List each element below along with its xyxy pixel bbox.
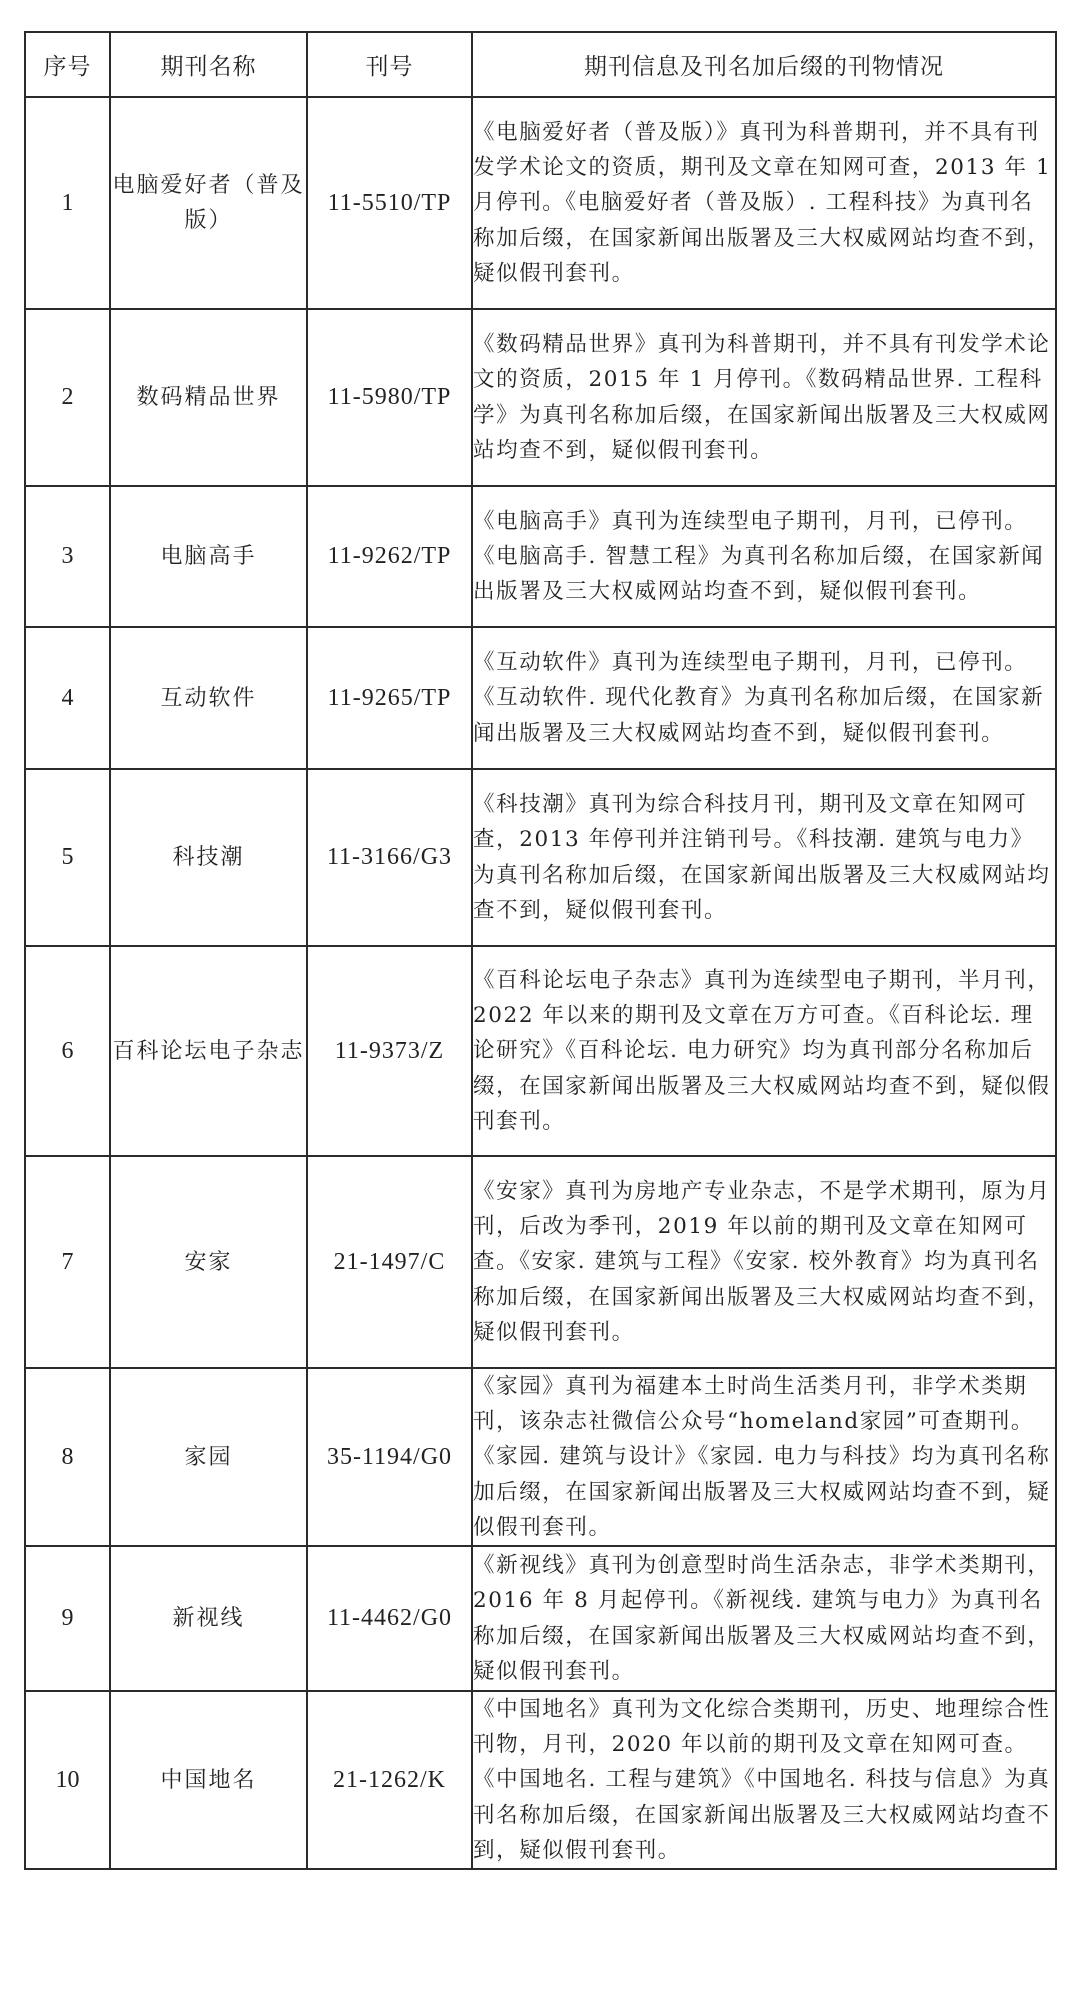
cell-code: 11-5510/TP <box>307 97 472 309</box>
journal-table <box>24 31 1057 1870</box>
cell-name: 中国地名 <box>110 1691 307 1869</box>
cell-description: 《科技潮》真刊为综合科技月刊，期刊及文章在知网可查，2013 年停刊并注销刊号。《科技潮. 建筑与电力》为真刊名称加后缀，在国家新闻出版署及三大权威网站均查不到，疑似假刊套刊。 <box>472 769 1056 946</box>
table-row <box>25 1368 1056 1546</box>
cell-description: 《家园》真刊为福建本土时尚生活类月刊，非学术类期刊，该杂志社微信公众号“homeland家园”可查期刊。《家园. 建筑与设计》《家园. 电力与科技》均为真刊名称加后缀，在国家新闻出版署及三大权威网站均查不到，疑似假刊套刊。 <box>472 1368 1056 1546</box>
header-code: 刊号 <box>307 32 472 97</box>
cell-description: 《百科论坛电子杂志》真刊为连续型电子期刊，半月刊，2022 年以来的期刊及文章在万方可查。《百科论坛. 理论研究》《百科论坛. 电力研究》均为真刊部分名称加后缀，在国家新闻出版署及三大权威网站均查不到，疑似假刊套刊。 <box>472 946 1056 1156</box>
table-row <box>25 97 1056 309</box>
cell-name: 电脑高手 <box>110 486 307 627</box>
header-name: 期刊名称 <box>110 32 307 97</box>
cell-name: 电脑爱好者（普及版） <box>110 97 307 309</box>
cell-code: 11-3166/G3 <box>307 769 472 946</box>
cell-code: 11-5980/TP <box>307 309 472 486</box>
table-row <box>25 1691 1056 1869</box>
cell-index: 7 <box>25 1156 110 1368</box>
cell-code: 11-9265/TP <box>307 627 472 769</box>
header-row <box>25 32 1056 97</box>
cell-code: 21-1262/K <box>307 1691 472 1869</box>
cell-name: 新视线 <box>110 1546 307 1691</box>
cell-index: 1 <box>25 97 110 309</box>
cell-index: 3 <box>25 486 110 627</box>
cell-name: 互动软件 <box>110 627 307 769</box>
table-row <box>25 946 1056 1156</box>
cell-description: 《中国地名》真刊为文化综合类期刊，历史、地理综合性刊物，月刊，2020 年以前的期刊及文章在知网可查。《中国地名. 工程与建筑》《中国地名. 科技与信息》为真刊名称加后缀，在国家新闻出版署及三大权威网站均查不到，疑似假刊套刊。 <box>472 1691 1056 1869</box>
table-row <box>25 1546 1056 1691</box>
header-description: 期刊信息及刊名加后缀的刊物情况 <box>472 32 1056 97</box>
cell-description: 《安家》真刊为房地产专业杂志，不是学术期刊，原为月刊，后改为季刊，2019 年以前的期刊及文章在知网可查。《安家. 建筑与工程》《安家. 校外教育》均为真刊名称加后缀，在国家新闻出版署及三大权威网站均查不到，疑似假刊套刊。 <box>472 1156 1056 1368</box>
cell-code: 35-1194/G0 <box>307 1368 472 1546</box>
cell-code: 21-1497/C <box>307 1156 472 1368</box>
cell-name: 数码精品世界 <box>110 309 307 486</box>
table-row <box>25 627 1056 769</box>
cell-index: 8 <box>25 1368 110 1546</box>
cell-index: 10 <box>25 1691 110 1869</box>
cell-index: 6 <box>25 946 110 1156</box>
cell-name: 百科论坛电子杂志 <box>110 946 307 1156</box>
table-body <box>25 97 1056 1869</box>
cell-name: 安家 <box>110 1156 307 1368</box>
table-row <box>25 309 1056 486</box>
cell-index: 2 <box>25 309 110 486</box>
cell-code: 11-9373/Z <box>307 946 472 1156</box>
cell-name: 科技潮 <box>110 769 307 946</box>
cell-description: 《电脑高手》真刊为连续型电子期刊，月刊，已停刊。《电脑高手. 智慧工程》为真刊名称加后缀，在国家新闻出版署及三大权威网站均查不到，疑似假刊套刊。 <box>472 486 1056 627</box>
header-index: 序号 <box>25 32 110 97</box>
table-header <box>25 32 1056 97</box>
cell-description: 《新视线》真刊为创意型时尚生活杂志，非学术类期刊，2016 年 8 月起停刊。《新视线. 建筑与电力》为真刊名称加后缀，在国家新闻出版署及三大权威网站均查不到，疑似假刊套刊。 <box>472 1546 1056 1691</box>
table-row <box>25 1156 1056 1368</box>
cell-code: 11-9262/TP <box>307 486 472 627</box>
table-row <box>25 486 1056 627</box>
cell-code: 11-4462/G0 <box>307 1546 472 1691</box>
table-row <box>25 769 1056 946</box>
cell-index: 5 <box>25 769 110 946</box>
cell-description: 《互动软件》真刊为连续型电子期刊，月刊，已停刊。《互动软件. 现代化教育》为真刊名称加后缀，在国家新闻出版署及三大权威网站均查不到，疑似假刊套刊。 <box>472 627 1056 769</box>
cell-description: 《电脑爱好者（普及版）》真刊为科普期刊，并不具有刊发学术论文的资质，期刊及文章在知网可查，2013 年 1 月停刊。《电脑爱好者（普及版）. 工程科技》为真刊名称加后缀，在国家新闻出版署及三大权威网站均查不到，疑似假刊套刊。 <box>472 97 1056 309</box>
cell-index: 9 <box>25 1546 110 1691</box>
cell-index: 4 <box>25 627 110 769</box>
cell-name: 家园 <box>110 1368 307 1546</box>
cell-description: 《数码精品世界》真刊为科普期刊，并不具有刊发学术论文的资质，2015 年 1 月停刊。《数码精品世界. 工程科学》为真刊名称加后缀，在国家新闻出版署及三大权威网站均查不到，疑似假刊套刊。 <box>472 309 1056 486</box>
